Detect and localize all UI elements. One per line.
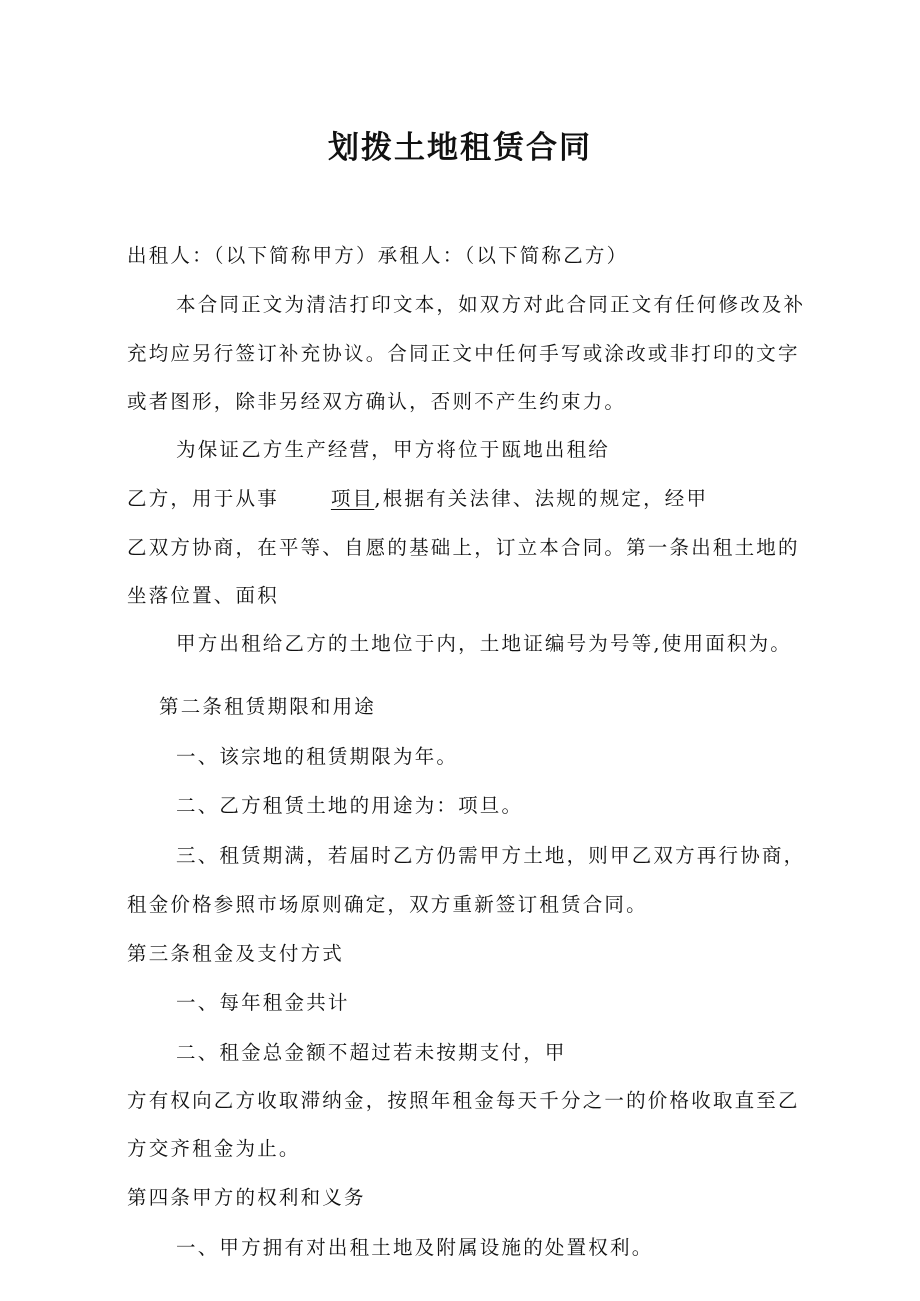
clause-line: 方有权向乙方收取滞纳金，按照年租金每天千分之一的价格收取直至乙 [127, 1089, 800, 1112]
clause-line: 三、租赁期满，若届时乙方仍需甲方土地，则甲乙双方再行协商， [176, 844, 806, 867]
paragraph-line: 充均应另行签订补充协议。合同正文中任何手写或涂改或非打印的文字 [127, 342, 800, 365]
section-heading: 第三条租金及支付方式 [127, 942, 345, 965]
paragraph-line: 坐落位置、面积 [127, 584, 279, 607]
text-segment: 乙方，用于从事 [127, 487, 279, 510]
clause-line: 方交齐租金为止。 [127, 1137, 301, 1160]
section-heading: 第二条租赁期限和用途 [159, 695, 377, 718]
paragraph-line: 为保证乙方生产经营，甲方将位于瓯地出租给 [176, 438, 611, 461]
paragraph-line: 或者图形，除非另经双方确认，否则不产生约束力。 [127, 390, 627, 413]
clause-line: 二、乙方租赁土地的用途为：项旦。 [176, 794, 524, 817]
document-title: 划拨土地租赁合同 [328, 130, 592, 166]
underlined-field: 项目 [330, 487, 375, 510]
paragraph-line [127, 485, 708, 513]
parties-line: 出租人：（以下简称甲方）承租人：（以下简称乙方） [127, 244, 629, 267]
clause-line: 一、每年租金共计 [176, 991, 350, 1014]
text-segment: ,根据有关法律、法规的规定，经甲 [374, 487, 709, 510]
clause-line: 一、该宗地的租赁期限为年。 [176, 745, 459, 768]
paragraph-line: 本合同正文为清洁打印文本，如双方对此合同正文有任何修改及补 [176, 293, 806, 316]
paragraph-line: 甲方出租给乙方的土地位于内，土地证编号为号等,使用面积为。 [176, 632, 792, 655]
clause-line: 一、甲方拥有对出租土地及附属设施的处置权利。 [176, 1236, 654, 1259]
section-heading: 第四条甲方的权利和义务 [127, 1186, 366, 1209]
clause-line: 二、租金总金额不超过若未按期支付，甲 [176, 1041, 567, 1064]
clause-line: 租金价格参照市场原则确定，双方重新签订租赁合同。 [127, 893, 648, 916]
paragraph-line: 乙双方协商，在平等、自愿的基础上，订立本合同。第一条出租土地的 [127, 536, 800, 559]
